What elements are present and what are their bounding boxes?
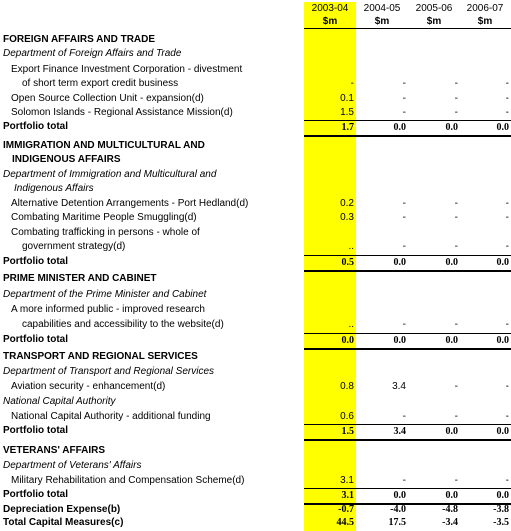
value-cell: -3.8 xyxy=(493,504,509,515)
value-cell: 0.2 xyxy=(340,198,354,209)
value-cell: 0.3 xyxy=(340,212,354,223)
column-unit: $m xyxy=(304,15,356,29)
department-row xyxy=(0,182,511,196)
value-cell: 0.0 xyxy=(356,488,408,505)
row-label: Combating Maritime People Smuggling(d) xyxy=(11,212,197,223)
value-cell: - xyxy=(402,93,406,104)
value-cell: - xyxy=(505,107,509,118)
department-row xyxy=(0,365,511,379)
column-header-2006-07 xyxy=(459,2,511,30)
row-label: Export Finance Investment Corporation - divestment xyxy=(11,64,243,75)
value-cell: 0.1 xyxy=(340,93,354,104)
row-label: capabilities and accessibility to the website(d) xyxy=(22,319,224,330)
row-label: Indigenous Affairs xyxy=(14,183,94,194)
value-cell: - xyxy=(402,198,406,209)
value-cell: - xyxy=(402,319,406,330)
section-heading-row xyxy=(0,350,511,364)
value-cell: 0.0 xyxy=(356,255,408,272)
column-year: 2004-05 xyxy=(363,3,401,14)
row-label: National Capital Authority - additional funding xyxy=(11,411,211,422)
row-label: National Capital Authority xyxy=(3,396,116,407)
table-row xyxy=(0,410,511,424)
value-cell: 0.0 xyxy=(459,424,511,441)
value-cell: 0.0 xyxy=(459,333,511,350)
summary-row xyxy=(0,503,511,517)
value-cell: .. xyxy=(348,319,354,330)
portfolio-total-row xyxy=(0,333,511,347)
value-cell: - xyxy=(402,212,406,223)
column-year: 2003-04 xyxy=(311,3,349,14)
row-label: Department of Foreign Affairs and Trade xyxy=(3,48,182,59)
section-heading-row xyxy=(0,153,511,167)
value-cell: - xyxy=(454,78,458,89)
row-label: Solomon Islands - Regional Assistance Mission(d) xyxy=(11,107,233,118)
department-row xyxy=(0,47,511,61)
row-label: Alternative Detention Arrangements - Port Hedland(d) xyxy=(11,198,249,209)
portfolio-total-row xyxy=(0,424,511,438)
value-cell: 0.0 xyxy=(459,255,511,272)
value-cell: 0.0 xyxy=(408,255,460,272)
row-label: VETERANS' AFFAIRS xyxy=(3,445,106,456)
value-cell: - xyxy=(454,198,458,209)
value-cell: 1.7 xyxy=(304,120,356,137)
row-label: Portfolio total xyxy=(3,489,68,500)
table-row xyxy=(0,226,511,240)
value-cell: 0.0 xyxy=(459,120,511,137)
row-label: PRIME MINISTER AND CABINET xyxy=(3,273,157,284)
row-label: A more informed public - improved research xyxy=(11,304,205,315)
value-cell: 3.1 xyxy=(304,488,356,505)
table-row xyxy=(0,474,511,488)
value-cell: - xyxy=(505,212,509,223)
value-cell: - xyxy=(454,475,458,486)
row-label: FOREIGN AFFAIRS AND TRADE xyxy=(3,34,156,45)
portfolio-total-row xyxy=(0,120,511,134)
row-label: Department of Transport and Regional Services xyxy=(3,366,215,377)
department-row xyxy=(0,168,511,182)
department-row xyxy=(0,395,511,409)
row-label: Depreciation Expense(b) xyxy=(3,504,121,515)
value-cell: -4.8 xyxy=(442,504,458,515)
column-year: 2006-07 xyxy=(466,3,504,14)
table-row xyxy=(0,380,511,394)
table-row xyxy=(0,106,511,120)
row-label: Military Rehabilitation and Compensation Scheme(d) xyxy=(11,475,245,486)
row-label: Aviation security - enhancement(d) xyxy=(11,381,166,392)
value-cell: 0.5 xyxy=(304,255,356,272)
value-cell: 0.0 xyxy=(356,333,408,350)
value-cell: - xyxy=(454,319,458,330)
summary-row xyxy=(0,516,511,530)
value-cell: -3.4 xyxy=(442,517,458,528)
value-cell: - xyxy=(454,93,458,104)
value-cell: 44.5 xyxy=(336,517,354,528)
table-row xyxy=(0,63,511,77)
value-cell: 0.0 xyxy=(408,120,460,137)
row-label: Department of Immigration and Multicultural and xyxy=(3,169,217,180)
table-row xyxy=(0,77,511,91)
value-cell: -0.7 xyxy=(338,504,354,515)
value-cell: - xyxy=(505,475,509,486)
value-cell: 0.0 xyxy=(408,488,460,505)
row-label: Total Capital Measures(c) xyxy=(3,517,124,528)
value-cell: - xyxy=(505,319,509,330)
value-cell: 17.5 xyxy=(388,517,406,528)
value-cell: - xyxy=(505,241,509,252)
value-cell: 0.0 xyxy=(459,488,511,505)
row-label: Portfolio total xyxy=(3,334,68,345)
column-unit: $m xyxy=(408,15,460,29)
value-cell: 0.8 xyxy=(340,381,354,392)
department-row xyxy=(0,459,511,473)
row-label: Department of Veterans' Affairs xyxy=(3,460,142,471)
row-label: Department of the Prime Minister and Cabinet xyxy=(3,289,207,300)
section-heading-row xyxy=(0,139,511,153)
value-cell: - xyxy=(454,241,458,252)
value-cell: -3.5 xyxy=(493,517,509,528)
value-cell: - xyxy=(402,475,406,486)
value-cell: - xyxy=(505,198,509,209)
section-heading-row xyxy=(0,444,511,458)
column-header-2005-06 xyxy=(408,2,460,30)
value-cell: - xyxy=(402,241,406,252)
row-label: Combating trafficking in persons - whole of xyxy=(11,227,200,238)
column-year: 2005-06 xyxy=(415,3,453,14)
value-cell: - xyxy=(454,381,458,392)
value-cell: 1.5 xyxy=(304,424,356,441)
table-row xyxy=(0,211,511,225)
row-label: Open Source Collection Unit - expansion(d) xyxy=(11,93,204,104)
value-cell: - xyxy=(505,381,509,392)
portfolio-total-row xyxy=(0,255,511,269)
table-row xyxy=(0,92,511,106)
row-label: IMMIGRATION AND MULTICULTURAL AND xyxy=(3,140,205,151)
value-cell: .. xyxy=(348,241,354,252)
value-cell: - xyxy=(505,411,509,422)
portfolio-total-row xyxy=(0,488,511,502)
section-heading-row xyxy=(0,33,511,47)
value-cell: - xyxy=(505,93,509,104)
value-cell: 0.6 xyxy=(340,411,354,422)
value-cell: - xyxy=(350,78,354,89)
table-row xyxy=(0,303,511,317)
value-cell: 3.4 xyxy=(356,424,408,441)
value-cell: 0.0 xyxy=(356,120,408,137)
department-row xyxy=(0,288,511,302)
table-row xyxy=(0,318,511,332)
row-label: INDIGENOUS AFFAIRS xyxy=(12,154,121,165)
column-unit: $m xyxy=(459,15,511,29)
value-cell: -4.0 xyxy=(390,504,406,515)
value-cell: 0.0 xyxy=(408,333,460,350)
column-header-2003-04 xyxy=(304,2,356,30)
column-header-2004-05 xyxy=(356,2,408,30)
table-row xyxy=(0,240,511,254)
row-label: Portfolio total xyxy=(3,425,68,436)
value-cell: 3.4 xyxy=(392,381,406,392)
row-label: of short term export credit business xyxy=(22,78,179,89)
column-unit: $m xyxy=(356,15,408,29)
value-cell: - xyxy=(402,78,406,89)
value-cell: 1.5 xyxy=(340,107,354,118)
table-row xyxy=(0,197,511,211)
value-cell: 0.0 xyxy=(408,424,460,441)
value-cell: 3.1 xyxy=(340,475,354,486)
value-cell: 0.0 xyxy=(304,333,356,350)
row-label: Portfolio total xyxy=(3,121,68,132)
value-cell: - xyxy=(454,212,458,223)
value-cell: - xyxy=(402,107,406,118)
row-label: government strategy(d) xyxy=(22,241,126,252)
section-heading-row xyxy=(0,272,511,286)
value-cell: - xyxy=(454,411,458,422)
value-cell: - xyxy=(505,78,509,89)
value-cell: - xyxy=(454,107,458,118)
row-label: Portfolio total xyxy=(3,256,68,267)
value-cell: - xyxy=(402,411,406,422)
row-label: TRANSPORT AND REGIONAL SERVICES xyxy=(3,351,198,362)
